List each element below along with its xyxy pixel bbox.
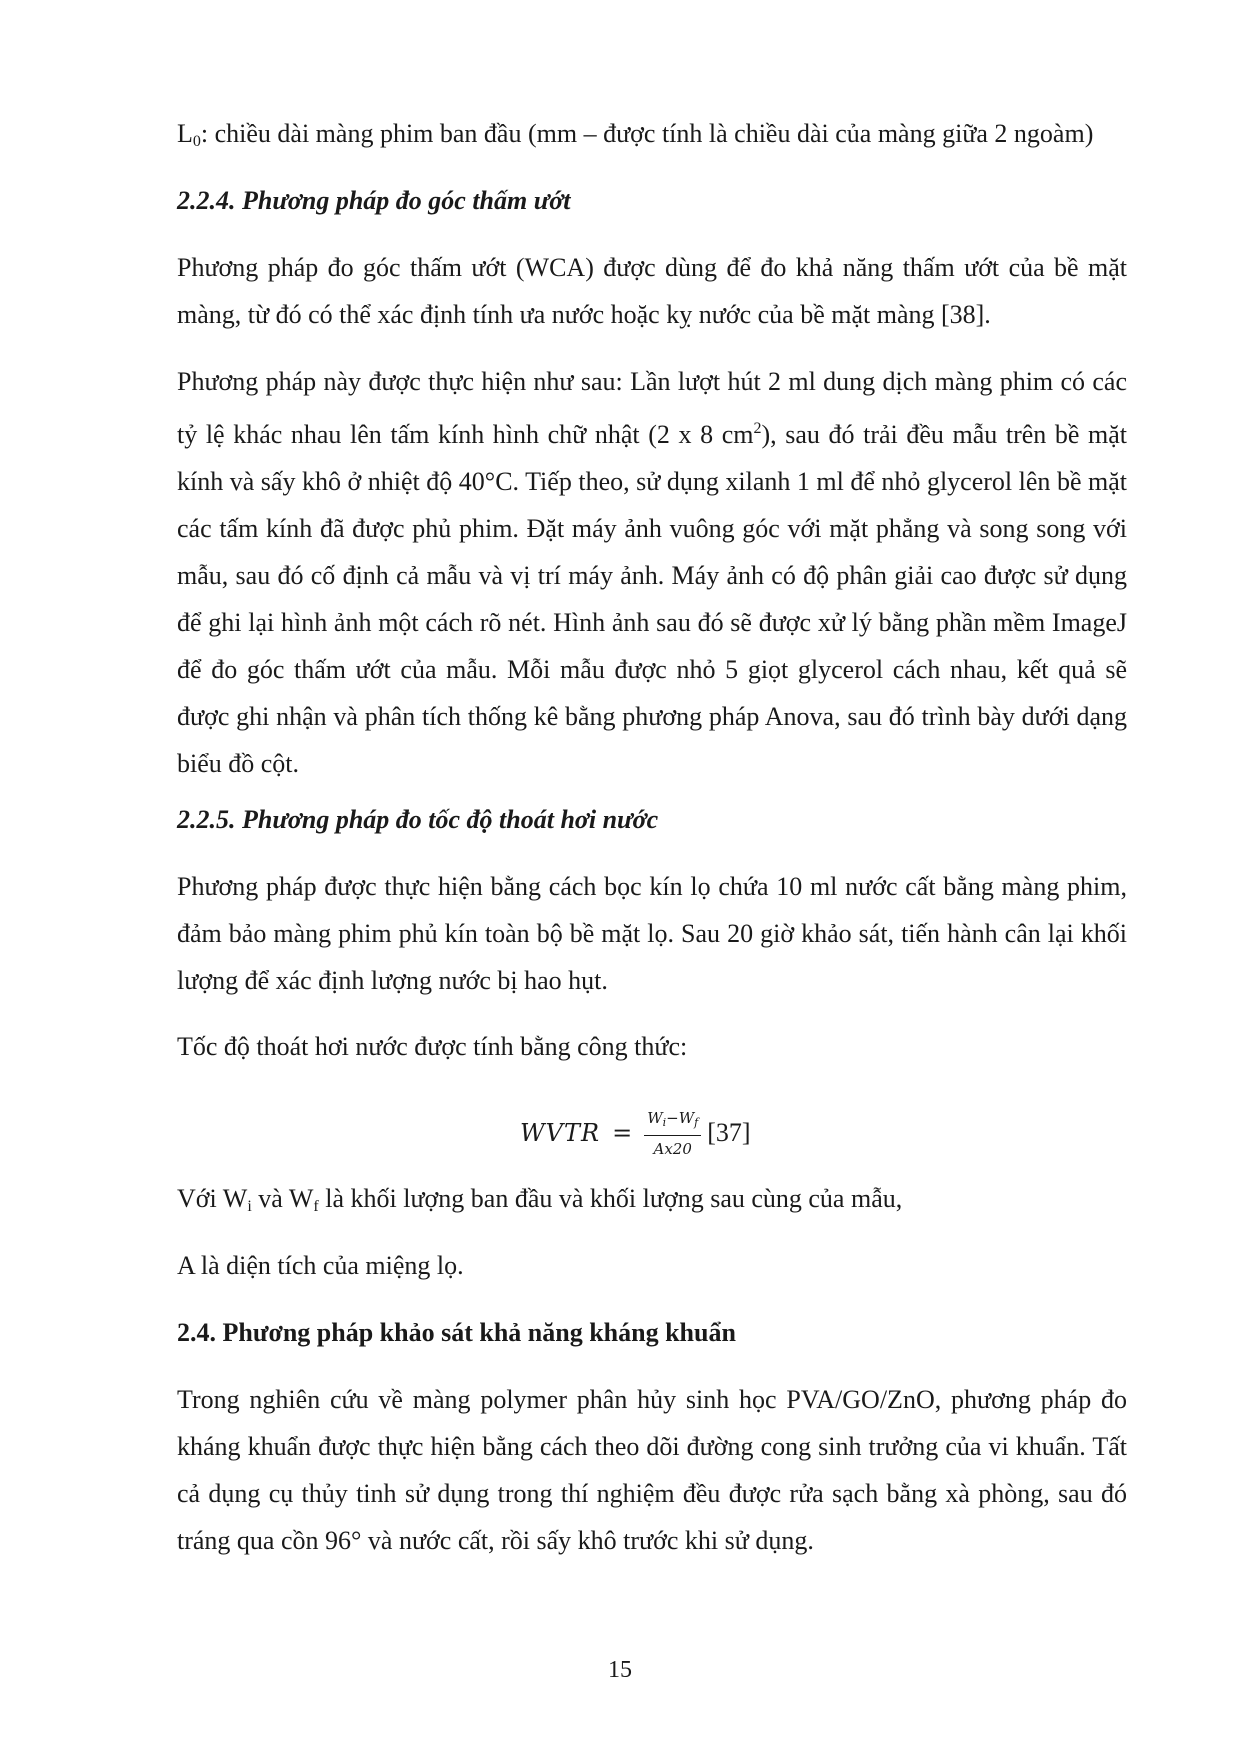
wvtr-formula [520,1098,751,1168]
page-number: 15 [608,1657,632,1683]
numerator-minus: − [666,1108,679,1127]
formula-denominator: Ax20 [653,1139,692,1158]
numerator-w-initial: W [647,1108,663,1127]
where-sub-i: i [247,1198,252,1215]
numerator-sub-f: f [694,1115,699,1129]
area-line: A là diện tích của miệng lọ. [177,1251,464,1280]
formula-fraction [644,1109,701,1158]
where-text-part3: là khối lượng ban đầu và khối lượng sau cùng của mẫu, [318,1184,903,1213]
paragraph-wca-method [177,358,1127,787]
formula-reference: [37] [707,1118,751,1147]
heading-2-4: 2.4. Phương pháp khảo sát khả năng kháng khuẩn [177,1318,736,1347]
wca-method-text-part1: Phương pháp này được thực hiện như sau: Lần lượt hút 2 ml dung dịch màng phim có các tỷ lệ khác nhau lên tấm kính hình chữ nhật (2 x 8 cm [177,367,1127,449]
l0-definition-text: : chiều dài màng phim ban đầu (mm – được tính là chiều dài của màng giữa 2 ngoàm) [200,119,1094,148]
l0-subscript: 0 [192,133,201,150]
paragraph-antibacterial: Trong nghiên cứu về màng polymer phân hủy sinh học PVA/GO/ZnO, phương pháp đo kháng khuẩn được thực hiện bằng cách theo dõi đường cong sinh trưởng của vi khuẩn. Tất cả dụng cụ thủy tinh sử dụng trong thí nghiệm đều được rửa sạch bằng xà phòng, sau đó tráng qua cồn 96° và nước cất, rồi sấy khô trước khi sử dụng. [177,1385,1127,1555]
wca-method-superscript: 2 [753,420,762,437]
where-text-part2: và W [251,1184,314,1213]
paragraph-wca-intro: Phương pháp đo góc thấm ướt (WCA) được dùng để đo khả năng thấm ướt của bề mặt màng, từ đó có thể xác định tính ưa nước hoặc kỵ nước của bề mặt màng [38]. [177,253,1127,329]
numerator-sub-i: i [662,1115,667,1129]
where-sub-f: f [313,1198,319,1215]
heading-2-2-5: 2.2.5. Phương pháp đo tốc độ thoát hơi nước [177,805,659,834]
formula-numerator [644,1109,701,1136]
numerator-w-final: W [678,1108,695,1127]
where-line [177,1175,1127,1230]
where-text-part1: Với W [177,1184,248,1213]
paragraph-wvtr-method: Phương pháp được thực hiện bằng cách bọc kín lọ chứa 10 ml nước cất bằng màng phim, đảm bảo màng phim phủ kín toàn bộ bề mặt lọ. Sau 20 giờ khảo sát, tiến hành cân lại khối lượng để xác định lượng nước bị hao hụt. [177,872,1127,995]
wca-method-text-part2: ), sau đó trải đều mẫu trên bề mặt kính và sấy khô ở nhiệt độ 40°C. Tiếp theo, sử dụng xilanh 1 ml để nhỏ glycerol lên bề mặt các tấm kính đã được phủ phim. Đặt máy ảnh vuông góc với mặt phẳng và song song với mẫu, sau đó cố định cả mẫu và vị trí máy ảnh. Máy ảnh có độ phân giải cao được sử dụng để ghi lại hình ảnh một cách rõ nét. Hình ảnh sau đó sẽ được xử lý bằng phần mềm ImageJ để đo góc thấm ướt của mẫu. Mỗi mẫu được nhỏ 5 giọt glycerol cách nhau, kết quả sẽ được ghi nhận và phân tích thống kê bằng phương pháp Anova, sau đó trình bày dưới dạng biểu đồ cột. [177,420,1128,778]
heading-2-2-4: 2.2.4. Phương pháp đo góc thấm ướt [177,186,571,215]
formula-equals: = [612,1119,633,1147]
formula-lhs: WVTR [520,1119,601,1147]
formula-intro: Tốc độ thoát hơi nước được tính bằng công thức: [177,1032,688,1061]
l0-symbol: L [177,119,193,148]
l0-definition-line [177,110,1127,165]
